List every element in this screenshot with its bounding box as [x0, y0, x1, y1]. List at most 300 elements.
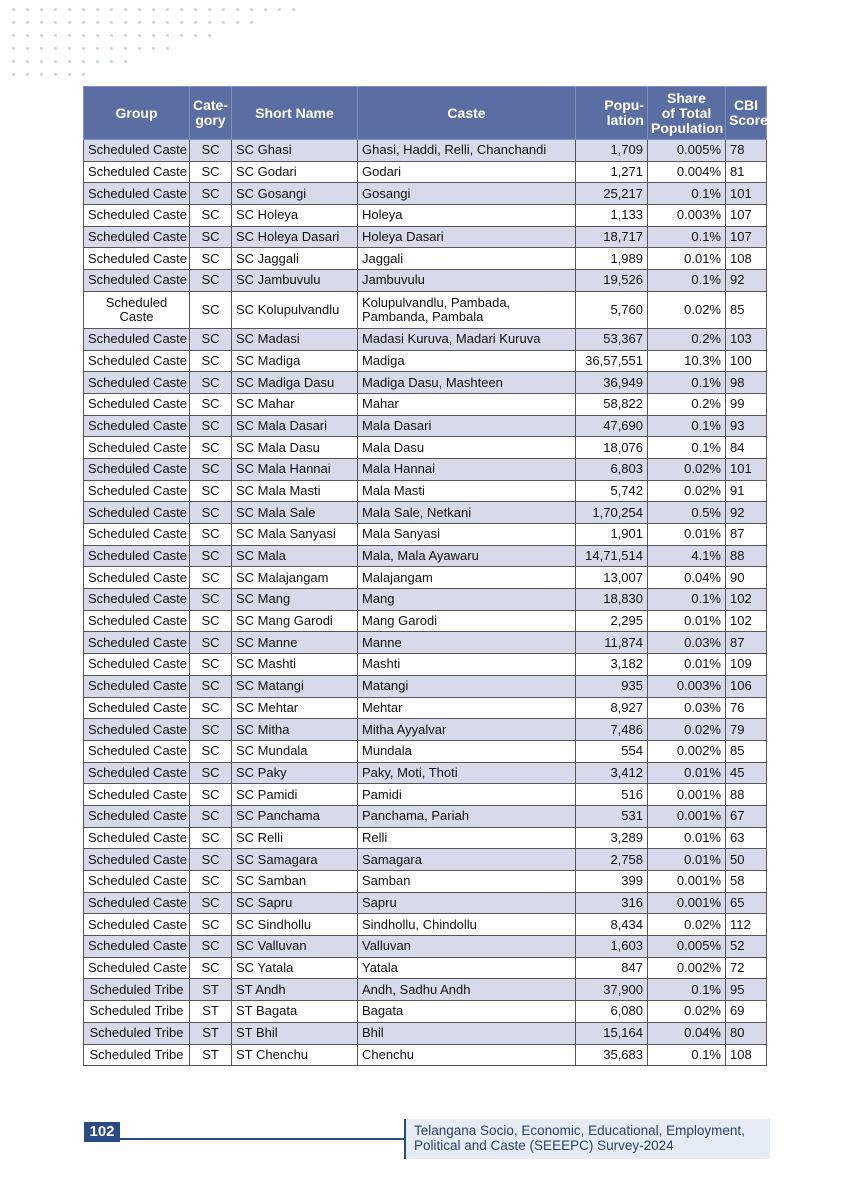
cell-short-name: SC Gosangi — [232, 183, 358, 205]
cell-category: SC — [190, 205, 232, 227]
header-cbi-score: CBI Score — [726, 87, 767, 140]
decorative-dot-pattern — [0, 0, 380, 90]
cell-caste: Mala Masti — [358, 480, 576, 502]
cell-category: SC — [190, 328, 232, 350]
cell-cbi-score: 98 — [726, 372, 767, 394]
table-row — [84, 654, 767, 676]
cell-caste: Valluvan — [358, 936, 576, 958]
pattern-dot — [264, 8, 267, 11]
cell-cbi-score: 92 — [726, 270, 767, 292]
pattern-dot — [54, 73, 57, 76]
cell-short-name: SC Mashti — [232, 654, 358, 676]
cell-category: SC — [190, 567, 232, 589]
cell-caste: Godari — [358, 161, 576, 183]
pattern-dot — [54, 34, 57, 37]
cell-cbi-score: 76 — [726, 697, 767, 719]
cell-short-name: SC Madiga Dasu — [232, 372, 358, 394]
cell-group: Scheduled Caste — [84, 871, 190, 893]
cell-cbi-score: 95 — [726, 979, 767, 1001]
cell-cbi-score: 87 — [726, 524, 767, 546]
cell-population: 18,830 — [576, 589, 648, 611]
cell-short-name: SC Kolupulvandlu — [232, 291, 358, 328]
cell-cbi-score: 45 — [726, 762, 767, 784]
cell-population: 554 — [576, 740, 648, 762]
cell-category: SC — [190, 697, 232, 719]
cell-share: 0.1% — [648, 372, 726, 394]
pattern-dot — [110, 60, 113, 63]
table-row — [84, 393, 767, 415]
cell-group: Scheduled Caste — [84, 415, 190, 437]
cell-category: SC — [190, 350, 232, 372]
pattern-dot — [138, 47, 141, 50]
pattern-dot — [166, 21, 169, 24]
cell-population: 19,526 — [576, 270, 648, 292]
pattern-dot — [110, 34, 113, 37]
cell-population: 316 — [576, 892, 648, 914]
cell-population: 13,007 — [576, 567, 648, 589]
cell-caste: Mehtar — [358, 697, 576, 719]
cell-category: SC — [190, 291, 232, 328]
cell-share: 0.001% — [648, 892, 726, 914]
cell-group: Scheduled Caste — [84, 545, 190, 567]
pattern-dot — [54, 47, 57, 50]
cell-group: Scheduled Caste — [84, 849, 190, 871]
cell-cbi-score: 79 — [726, 719, 767, 741]
cell-population: 5,760 — [576, 291, 648, 328]
cell-caste: Bagata — [358, 1001, 576, 1023]
cell-short-name: SC Sindhollu — [232, 914, 358, 936]
header-share: Share of Total Population — [648, 87, 726, 140]
table-row — [84, 589, 767, 611]
cell-share: 0.002% — [648, 957, 726, 979]
cell-cbi-score: 58 — [726, 871, 767, 893]
pattern-dot — [236, 21, 239, 24]
pattern-dot — [68, 60, 71, 63]
cell-caste: Jambuvulu — [358, 270, 576, 292]
cell-share: 0.02% — [648, 1001, 726, 1023]
cell-share: 0.03% — [648, 632, 726, 654]
cell-short-name: SC Samban — [232, 871, 358, 893]
pattern-dot — [40, 8, 43, 11]
cell-cbi-score: 88 — [726, 784, 767, 806]
header-caste: Caste — [358, 87, 576, 140]
table-row — [84, 415, 767, 437]
table-row — [84, 502, 767, 524]
cell-caste: Mang Garodi — [358, 610, 576, 632]
cell-cbi-score: 50 — [726, 849, 767, 871]
pattern-dot — [110, 21, 113, 24]
cell-caste: Mala, Mala Ayawaru — [358, 545, 576, 567]
cell-group: Scheduled Caste — [84, 205, 190, 227]
cell-group: Scheduled Caste — [84, 270, 190, 292]
pattern-dot — [124, 60, 127, 63]
pattern-dot — [110, 8, 113, 11]
cell-group: Scheduled Caste — [84, 437, 190, 459]
cell-category: SC — [190, 437, 232, 459]
cell-category: SC — [190, 675, 232, 697]
table-row — [84, 719, 767, 741]
cell-caste: Mahar — [358, 393, 576, 415]
page-number: 102 — [84, 1122, 120, 1142]
table-row — [84, 350, 767, 372]
cell-population: 36,949 — [576, 372, 648, 394]
cell-share: 0.01% — [648, 524, 726, 546]
cell-caste: Madiga Dasu, Mashteen — [358, 372, 576, 394]
pattern-dot — [40, 21, 43, 24]
cell-caste: Madiga — [358, 350, 576, 372]
cell-short-name: SC Mala Hannai — [232, 458, 358, 480]
cell-population: 6,803 — [576, 458, 648, 480]
cell-population: 18,717 — [576, 226, 648, 248]
pattern-dot — [208, 34, 211, 37]
pattern-dot — [194, 8, 197, 11]
table-row — [84, 524, 767, 546]
pattern-dot — [124, 21, 127, 24]
cell-category: SC — [190, 827, 232, 849]
cell-group: Scheduled Caste — [84, 654, 190, 676]
cell-population: 847 — [576, 957, 648, 979]
cell-group: Scheduled Caste — [84, 183, 190, 205]
cell-group: Scheduled Caste — [84, 675, 190, 697]
cell-cbi-score: 87 — [726, 632, 767, 654]
cell-cbi-score: 101 — [726, 183, 767, 205]
cell-share: 0.02% — [648, 719, 726, 741]
cell-population: 5,742 — [576, 480, 648, 502]
cell-cbi-score: 108 — [726, 248, 767, 270]
pattern-dot — [40, 60, 43, 63]
cell-group: Scheduled Caste — [84, 632, 190, 654]
cell-share: 0.02% — [648, 458, 726, 480]
cell-population: 516 — [576, 784, 648, 806]
cell-caste: Mashti — [358, 654, 576, 676]
pattern-dot — [278, 8, 281, 11]
cell-short-name: SC Mitha — [232, 719, 358, 741]
cell-caste: Mitha Ayyalvar — [358, 719, 576, 741]
cell-short-name: SC Holeya — [232, 205, 358, 227]
cell-short-name: SC Paky — [232, 762, 358, 784]
cell-population: 1,603 — [576, 936, 648, 958]
cell-group: Scheduled Caste — [84, 140, 190, 162]
cell-group: Scheduled Caste — [84, 372, 190, 394]
cell-caste: Gosangi — [358, 183, 576, 205]
cell-short-name: SC Yatala — [232, 957, 358, 979]
cell-share: 0.01% — [648, 849, 726, 871]
cell-population: 1,709 — [576, 140, 648, 162]
pattern-dot — [54, 8, 57, 11]
pattern-dot — [152, 47, 155, 50]
cell-group: Scheduled Caste — [84, 914, 190, 936]
pattern-dot — [138, 34, 141, 37]
cell-short-name: SC Matangi — [232, 675, 358, 697]
footer-title-box — [404, 1119, 770, 1159]
pattern-dot — [26, 73, 29, 76]
cell-population: 3,289 — [576, 827, 648, 849]
cell-population: 2,758 — [576, 849, 648, 871]
cell-share: 0.001% — [648, 784, 726, 806]
cell-category: SC — [190, 248, 232, 270]
pattern-dot — [138, 8, 141, 11]
cell-short-name: SC Malajangam — [232, 567, 358, 589]
pattern-dot — [180, 8, 183, 11]
table-row — [84, 270, 767, 292]
pattern-dot — [180, 21, 183, 24]
cell-short-name: ST Bagata — [232, 1001, 358, 1023]
cell-category: SC — [190, 784, 232, 806]
cell-share: 0.002% — [648, 740, 726, 762]
cell-short-name: SC Jambuvulu — [232, 270, 358, 292]
footer-title-line-2: Political and Caste (SEEEPC) Survey-2024 — [414, 1138, 674, 1153]
table-row — [84, 545, 767, 567]
cell-group: Scheduled Tribe — [84, 1044, 190, 1066]
cell-population: 2,295 — [576, 610, 648, 632]
cell-short-name: SC Mala Dasu — [232, 437, 358, 459]
pattern-dot — [96, 34, 99, 37]
cell-group: Scheduled Caste — [84, 567, 190, 589]
pattern-dot — [250, 8, 253, 11]
cell-population: 531 — [576, 805, 648, 827]
cell-group: Scheduled Caste — [84, 226, 190, 248]
cell-cbi-score: 93 — [726, 415, 767, 437]
cell-cbi-score: 107 — [726, 205, 767, 227]
cell-cbi-score: 88 — [726, 545, 767, 567]
cell-short-name: SC Sapru — [232, 892, 358, 914]
pattern-dot — [12, 21, 15, 24]
cell-population: 53,367 — [576, 328, 648, 350]
cell-caste: Mala Dasu — [358, 437, 576, 459]
cell-cbi-score: 109 — [726, 654, 767, 676]
cell-cbi-score: 103 — [726, 328, 767, 350]
cell-short-name: SC Mala — [232, 545, 358, 567]
cell-group: Scheduled Caste — [84, 784, 190, 806]
cell-group: Scheduled Caste — [84, 697, 190, 719]
cell-caste: Samban — [358, 871, 576, 893]
cell-cbi-score: 108 — [726, 1044, 767, 1066]
cell-category: SC — [190, 871, 232, 893]
cell-group: Scheduled Caste — [84, 719, 190, 741]
pattern-dot — [68, 73, 71, 76]
cell-caste: Panchama, Pariah — [358, 805, 576, 827]
cell-category: SC — [190, 892, 232, 914]
cell-caste: Andh, Sadhu Andh — [358, 979, 576, 1001]
cell-cbi-score: 90 — [726, 567, 767, 589]
pattern-dot — [152, 34, 155, 37]
cell-cbi-score: 99 — [726, 393, 767, 415]
cell-group: Scheduled Caste — [84, 762, 190, 784]
cell-share: 0.02% — [648, 291, 726, 328]
footer-title-line-1: Telangana Socio, Economic, Educational, Employment, — [414, 1123, 745, 1138]
cell-share: 0.04% — [648, 567, 726, 589]
pattern-dot — [208, 8, 211, 11]
cell-caste: Kolupulvandlu, Pambada, Pambanda, Pambala — [358, 291, 576, 328]
cell-population: 8,434 — [576, 914, 648, 936]
cell-share: 0.01% — [648, 610, 726, 632]
table-row — [84, 914, 767, 936]
cell-category: SC — [190, 740, 232, 762]
cell-short-name: SC Mala Masti — [232, 480, 358, 502]
cell-cbi-score: 80 — [726, 1022, 767, 1044]
cell-caste: Holeya — [358, 205, 576, 227]
table-row — [84, 871, 767, 893]
cell-share: 0.5% — [648, 502, 726, 524]
table-row — [84, 805, 767, 827]
pattern-dot — [82, 60, 85, 63]
pattern-dot — [124, 47, 127, 50]
cell-caste: Chenchu — [358, 1044, 576, 1066]
pattern-dot — [194, 34, 197, 37]
cell-population: 37,900 — [576, 979, 648, 1001]
pattern-dot — [12, 73, 15, 76]
cell-population: 3,412 — [576, 762, 648, 784]
table-row — [84, 675, 767, 697]
table-row — [84, 226, 767, 248]
cell-short-name: SC Mala Sanyasi — [232, 524, 358, 546]
cell-group: Scheduled Caste — [84, 610, 190, 632]
pattern-dot — [222, 8, 225, 11]
header-group: Group — [84, 87, 190, 140]
table-row — [84, 205, 767, 227]
cell-share: 0.2% — [648, 393, 726, 415]
cell-category: SC — [190, 524, 232, 546]
table-row — [84, 248, 767, 270]
cell-cbi-score: 102 — [726, 589, 767, 611]
cell-cbi-score: 85 — [726, 740, 767, 762]
cell-share: 0.005% — [648, 936, 726, 958]
cell-population: 399 — [576, 871, 648, 893]
pattern-dot — [68, 21, 71, 24]
cell-cbi-score: 84 — [726, 437, 767, 459]
cell-short-name: SC Jaggali — [232, 248, 358, 270]
table-row — [84, 827, 767, 849]
pattern-dot — [54, 21, 57, 24]
cell-short-name: SC Holeya Dasari — [232, 226, 358, 248]
cell-caste: Manne — [358, 632, 576, 654]
cell-caste: Pamidi — [358, 784, 576, 806]
table-row — [84, 1022, 767, 1044]
caste-table — [83, 86, 767, 1066]
table-row — [84, 697, 767, 719]
cell-category: SC — [190, 719, 232, 741]
cell-caste: Mundala — [358, 740, 576, 762]
cell-share: 0.003% — [648, 675, 726, 697]
pattern-dot — [250, 21, 253, 24]
cell-cbi-score: 92 — [726, 502, 767, 524]
cell-population: 35,683 — [576, 1044, 648, 1066]
cell-cbi-score: 78 — [726, 140, 767, 162]
cell-caste: Mala Sanyasi — [358, 524, 576, 546]
cell-group: Scheduled Caste — [84, 524, 190, 546]
pattern-dot — [68, 47, 71, 50]
cell-cbi-score: 72 — [726, 957, 767, 979]
table-row — [84, 328, 767, 350]
cell-category: SC — [190, 545, 232, 567]
cell-category: SC — [190, 610, 232, 632]
cell-cbi-score: 100 — [726, 350, 767, 372]
pattern-dot — [96, 60, 99, 63]
cell-cbi-score: 85 — [726, 291, 767, 328]
pattern-dot — [138, 21, 141, 24]
pattern-dot — [166, 47, 169, 50]
pattern-dot — [222, 21, 225, 24]
cell-caste: Sapru — [358, 892, 576, 914]
pattern-dot — [124, 8, 127, 11]
cell-short-name: SC Samagara — [232, 849, 358, 871]
table-row — [84, 762, 767, 784]
cell-population: 25,217 — [576, 183, 648, 205]
cell-population: 1,271 — [576, 161, 648, 183]
cell-share: 0.1% — [648, 589, 726, 611]
cell-category: SC — [190, 140, 232, 162]
cell-group: Scheduled Caste — [84, 892, 190, 914]
cell-short-name: ST Andh — [232, 979, 358, 1001]
cell-share: 0.001% — [648, 805, 726, 827]
cell-cbi-score: 107 — [726, 226, 767, 248]
pattern-dot — [40, 73, 43, 76]
cell-category: ST — [190, 1044, 232, 1066]
cell-category: SC — [190, 161, 232, 183]
table-row — [84, 1001, 767, 1023]
pattern-dot — [82, 73, 85, 76]
cell-short-name: ST Bhil — [232, 1022, 358, 1044]
cell-caste: Malajangam — [358, 567, 576, 589]
pattern-dot — [26, 34, 29, 37]
cell-category: SC — [190, 480, 232, 502]
cell-population: 36,57,551 — [576, 350, 648, 372]
pattern-dot — [96, 47, 99, 50]
table-row — [84, 936, 767, 958]
cell-group: Scheduled Caste — [84, 248, 190, 270]
table-row — [84, 291, 767, 328]
cell-population: 58,822 — [576, 393, 648, 415]
table-row — [84, 183, 767, 205]
cell-share: 0.1% — [648, 437, 726, 459]
cell-caste: Samagara — [358, 849, 576, 871]
cell-share: 0.01% — [648, 248, 726, 270]
pattern-dot — [40, 34, 43, 37]
cell-population: 3,182 — [576, 654, 648, 676]
cell-population: 1,133 — [576, 205, 648, 227]
cell-caste: Relli — [358, 827, 576, 849]
cell-category: SC — [190, 502, 232, 524]
cell-category: SC — [190, 458, 232, 480]
cell-group: Scheduled Caste — [84, 393, 190, 415]
table-row — [84, 740, 767, 762]
pattern-dot — [124, 34, 127, 37]
cell-share: 0.1% — [648, 415, 726, 437]
cell-category: ST — [190, 1001, 232, 1023]
pattern-dot — [68, 8, 71, 11]
cell-category: SC — [190, 372, 232, 394]
cell-population: 18,076 — [576, 437, 648, 459]
pattern-dot — [82, 21, 85, 24]
pattern-dot — [82, 47, 85, 50]
table-row — [84, 140, 767, 162]
cell-group: Scheduled Tribe — [84, 1001, 190, 1023]
pattern-dot — [68, 34, 71, 37]
cell-caste: Mala Hannai — [358, 458, 576, 480]
cell-cbi-score: 112 — [726, 914, 767, 936]
header-short-name: Short Name — [232, 87, 358, 140]
table-row — [84, 632, 767, 654]
cell-share: 10.3% — [648, 350, 726, 372]
cell-short-name: SC Mahar — [232, 393, 358, 415]
cell-population: 1,989 — [576, 248, 648, 270]
cell-population: 14,71,514 — [576, 545, 648, 567]
table-row — [84, 437, 767, 459]
pattern-dot — [96, 21, 99, 24]
table-row — [84, 458, 767, 480]
cell-cbi-score: 52 — [726, 936, 767, 958]
cell-group: Scheduled Tribe — [84, 979, 190, 1001]
